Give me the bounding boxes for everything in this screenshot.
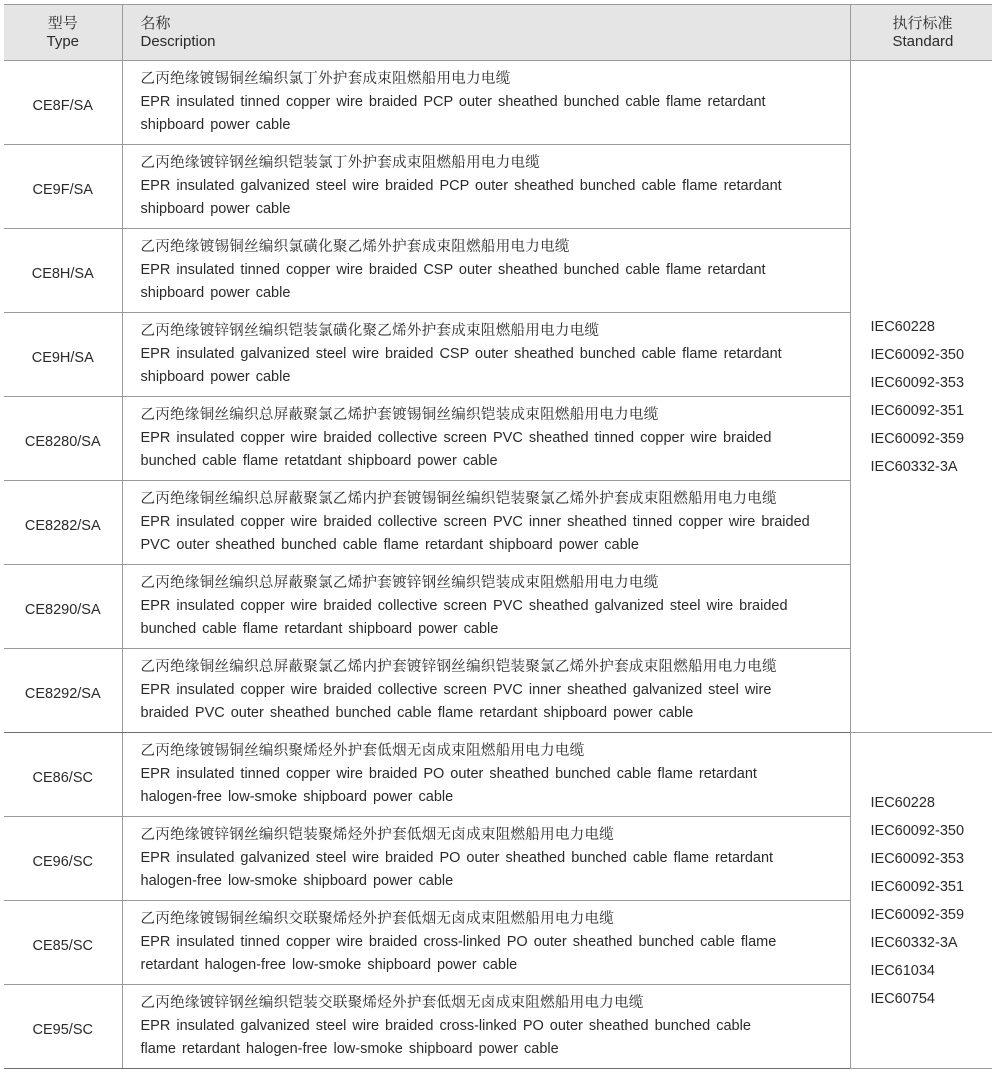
description-en-line2: retardant halogen-free low-smoke shipboard power cable bbox=[140, 957, 518, 973]
standard-item: IEC60092-350 bbox=[870, 346, 965, 363]
row-type: CE8F/SA bbox=[4, 61, 122, 145]
standards-group-sa bbox=[850, 61, 992, 733]
description-cn: 乙丙绝缘镀锡铜丝编织氯磺化聚乙烯外护套成束阻燃船用电力电缆 bbox=[140, 239, 570, 255]
description-cn: 乙丙绝缘镀锡铜丝编织氯丁外护套成束阻燃船用电力电缆 bbox=[140, 71, 511, 87]
row-type: CE8290/SA bbox=[4, 565, 122, 649]
header-desc-cn: 名称 bbox=[140, 14, 171, 32]
description-cn: 乙丙绝缘镀锌钢丝编织铠装聚烯烃外护套低烟无卤成束阻燃船用电力电缆 bbox=[140, 827, 615, 843]
standards-group-sc bbox=[850, 733, 992, 1069]
table-row bbox=[4, 313, 992, 397]
table-row bbox=[4, 397, 992, 481]
row-type: CE8282/SA bbox=[4, 481, 122, 565]
description-cn: 乙丙绝缘镀锌钢丝编织铠装交联聚烯烃外护套低烟无卤成束阻燃船用电力电缆 bbox=[140, 995, 644, 1011]
standard-item: IEC60332-3A bbox=[870, 934, 958, 951]
description-en-line1: EPR insulated galvanized steel wire braided cross-linked PO outer sheathed bunched cable bbox=[140, 1018, 751, 1034]
standard-item: IEC60092-353 bbox=[870, 374, 965, 391]
table-row bbox=[4, 61, 992, 145]
standard-item: IEC60228 bbox=[870, 318, 935, 335]
row-type: CE8H/SA bbox=[4, 229, 122, 313]
table-row bbox=[4, 481, 992, 565]
row-type: CE8292/SA bbox=[4, 649, 122, 733]
description-en-line2: halogen-free low-smoke shipboard power cable bbox=[140, 873, 454, 889]
header-std-en: Standard bbox=[892, 32, 954, 50]
description-cn: 乙丙绝缘镀锌钢丝编织铠装氯丁外护套成束阻燃船用电力电缆 bbox=[140, 155, 541, 171]
header-type bbox=[4, 5, 122, 61]
description-cn: 乙丙绝缘镀锌钢丝编织铠装氯磺化聚乙烯外护套成束阻燃船用电力电缆 bbox=[140, 323, 600, 339]
description-cn: 乙丙绝缘铜丝编织总屏蔽聚氯乙烯护套镀锡铜丝编织铠装成束阻燃船用电力电缆 bbox=[140, 407, 659, 423]
description-en-line1: EPR insulated tinned copper wire braided PCP outer sheathed bunched cable flame retardant bbox=[140, 94, 766, 110]
description-en-line1: EPR insulated copper wire braided collective screen PVC sheathed tinned copper wire braided bbox=[140, 430, 772, 446]
description-en-line2: shipboard power cable bbox=[140, 117, 291, 133]
standard-item: IEC60092-351 bbox=[870, 402, 965, 419]
row-description bbox=[122, 61, 850, 145]
header-std-cn: 执行标准 bbox=[892, 14, 953, 32]
row-type: CE86/SC bbox=[4, 733, 122, 817]
description-en-line1: EPR insulated galvanized steel wire braided PCP outer sheathed bunched cable flame retardant bbox=[140, 178, 782, 194]
row-description bbox=[122, 649, 850, 733]
description-en-line2: halogen-free low-smoke shipboard power cable bbox=[140, 789, 454, 805]
table-row bbox=[4, 901, 992, 985]
row-description bbox=[122, 313, 850, 397]
description-en-line1: EPR insulated tinned copper wire braided cross-linked PO outer sheathed bunched cable flame bbox=[140, 934, 777, 950]
row-type: CE8280/SA bbox=[4, 397, 122, 481]
description-en-line2: bunched cable flame retatdant shipboard power cable bbox=[140, 453, 498, 469]
table-row bbox=[4, 817, 992, 901]
description-cn: 乙丙绝缘镀锡铜丝编织交联聚烯烃外护套低烟无卤成束阻燃船用电力电缆 bbox=[140, 911, 615, 927]
row-type: CE96/SC bbox=[4, 817, 122, 901]
description-cn: 乙丙绝缘铜丝编织总屏蔽聚氯乙烯内护套镀锡铜丝编织铠装聚氯乙烯外护套成束阻燃船用电力电缆 bbox=[140, 491, 777, 507]
row-description bbox=[122, 397, 850, 481]
table-row bbox=[4, 985, 992, 1069]
standard-item: IEC60092-359 bbox=[870, 906, 965, 923]
header-desc-en: Description bbox=[140, 32, 216, 50]
standard-item: IEC60754 bbox=[870, 990, 935, 1007]
header-type-en: Type bbox=[46, 32, 80, 50]
row-type: CE95/SC bbox=[4, 985, 122, 1069]
table-row bbox=[4, 145, 992, 229]
standard-item: IEC60092-353 bbox=[870, 850, 965, 867]
row-type: CE85/SC bbox=[4, 901, 122, 985]
row-description bbox=[122, 229, 850, 313]
header-description bbox=[122, 5, 850, 61]
description-cn: 乙丙绝缘铜丝编织总屏蔽聚氯乙烯内护套镀锌钢丝编织铠装聚氯乙烯外护套成束阻燃船用电力电缆 bbox=[140, 659, 777, 675]
description-en-line1: EPR insulated tinned copper wire braided CSP outer sheathed bunched cable flame retardant bbox=[140, 262, 766, 278]
row-description bbox=[122, 481, 850, 565]
standard-item: IEC60092-350 bbox=[870, 822, 965, 839]
row-description bbox=[122, 901, 850, 985]
table-row bbox=[4, 733, 992, 817]
standard-item: IEC60092-359 bbox=[870, 430, 965, 447]
description-en-line1: EPR insulated copper wire braided collective screen PVC inner sheathed tinned copper wire braided bbox=[140, 514, 810, 530]
row-description bbox=[122, 985, 850, 1069]
row-description bbox=[122, 733, 850, 817]
description-en-line2: shipboard power cable bbox=[140, 201, 291, 217]
description-en-line1: EPR insulated galvanized steel wire braided CSP outer sheathed bunched cable flame retardant bbox=[140, 346, 782, 362]
table-header-row bbox=[4, 5, 992, 61]
standard-item: IEC61034 bbox=[870, 962, 935, 979]
description-en-line1: EPR insulated galvanized steel wire braided PO outer sheathed bunched cable flame retardant bbox=[140, 850, 774, 866]
description-en-line2: braided PVC outer sheathed bunched cable flame retardant shipboard power cable bbox=[140, 705, 694, 721]
row-type: CE9H/SA bbox=[4, 313, 122, 397]
header-type-cn: 型号 bbox=[47, 14, 78, 32]
description-en-line2: PVC outer sheathed bunched cable flame retardant shipboard power cable bbox=[140, 537, 639, 553]
description-en-line1: EPR insulated tinned copper wire braided PO outer sheathed bunched cable flame retardant bbox=[140, 766, 757, 782]
description-en-line1: EPR insulated copper wire braided collective screen PVC inner sheathed galvanized steel wire bbox=[140, 682, 772, 698]
description-en-line2: bunched cable flame retardant shipboard power cable bbox=[140, 621, 499, 637]
description-cn: 乙丙绝缘镀锡铜丝编织聚烯烃外护套低烟无卤成束阻燃船用电力电缆 bbox=[140, 743, 585, 759]
table-row bbox=[4, 649, 992, 733]
description-en-line2: shipboard power cable bbox=[140, 285, 291, 301]
row-description bbox=[122, 817, 850, 901]
table-row bbox=[4, 229, 992, 313]
standard-item: IEC60332-3A bbox=[870, 458, 958, 475]
header-standard bbox=[850, 5, 992, 61]
cable-spec-table bbox=[4, 4, 992, 1069]
row-description bbox=[122, 565, 850, 649]
row-description bbox=[122, 145, 850, 229]
description-en-line1: EPR insulated copper wire braided collective screen PVC sheathed galvanized steel wire braided bbox=[140, 598, 788, 614]
row-type: CE9F/SA bbox=[4, 145, 122, 229]
standard-item: IEC60228 bbox=[870, 794, 935, 811]
description-en-line2: shipboard power cable bbox=[140, 369, 291, 385]
table-row bbox=[4, 565, 992, 649]
standard-item: IEC60092-351 bbox=[870, 878, 965, 895]
description-cn: 乙丙绝缘铜丝编织总屏蔽聚氯乙烯护套镀锌钢丝编织铠装成束阻燃船用电力电缆 bbox=[140, 575, 659, 591]
description-en-line2: flame retardant halogen-free low-smoke shipboard power cable bbox=[140, 1041, 559, 1057]
